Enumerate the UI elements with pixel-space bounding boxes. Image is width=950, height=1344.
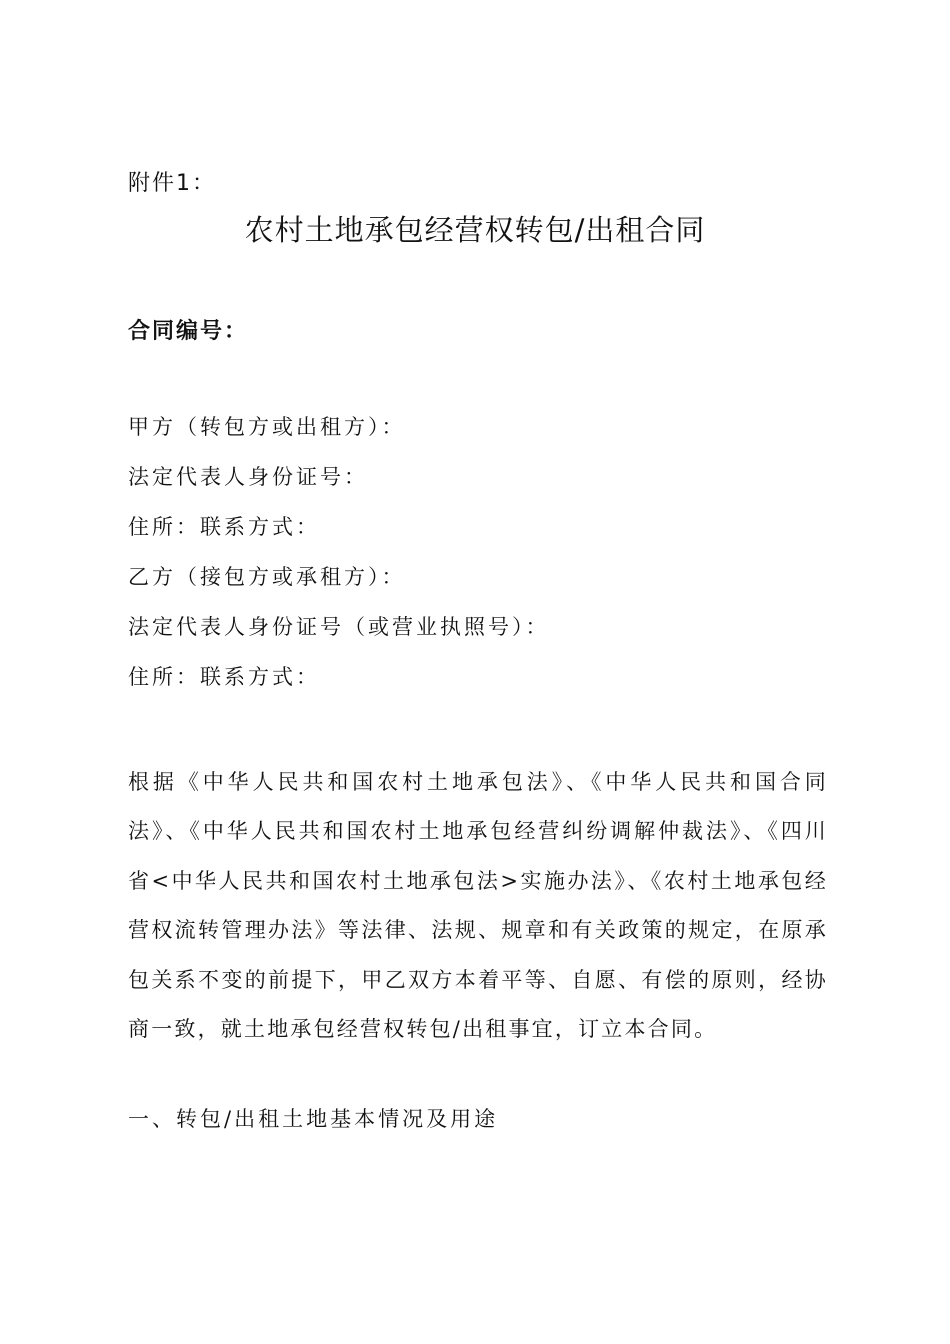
- party-b-line: 乙方（接包方或承租方）：: [128, 565, 406, 589]
- document-title: 农村土地承包经营权转包/出租合同: [244, 213, 706, 247]
- party-b-id-line: 法定代表人身份证号（或营业执照号）：: [128, 615, 550, 639]
- party-b-address-line: 住所：联系方式：: [128, 665, 320, 689]
- preamble-paragraph: 根据《中华人民共和国农村土地承包法》、《中华人民共和国合同法》、《中华人民共和国农村土地承包经营纠纷调解仲裁法》、《四川省<中华人民共和国农村土地承包法>实施办法》、《农村土地承包经营权流转管理办法》等法律、法规、规章和有关政策的规定，在原承包关系不变的前提下，甲乙双方本着平等、自愿、有偿的原则，经协商一致，就土地承包经营权转包/出租事宜，订立本合同。: [128, 770, 828, 1042]
- party-a-id-line: 法定代表人身份证号：: [128, 465, 368, 489]
- party-a-address-line: 住所：联系方式：: [128, 515, 320, 539]
- parties-block: [128, 412, 828, 712]
- attachment-label: 附件1：: [128, 171, 216, 196]
- section-1-heading: 一、转包/出租土地基本情况及用途: [128, 1107, 499, 1131]
- contract-number-label: 合同编号：: [128, 319, 249, 344]
- party-a-line: 甲方（转包方或出租方）：: [128, 415, 406, 439]
